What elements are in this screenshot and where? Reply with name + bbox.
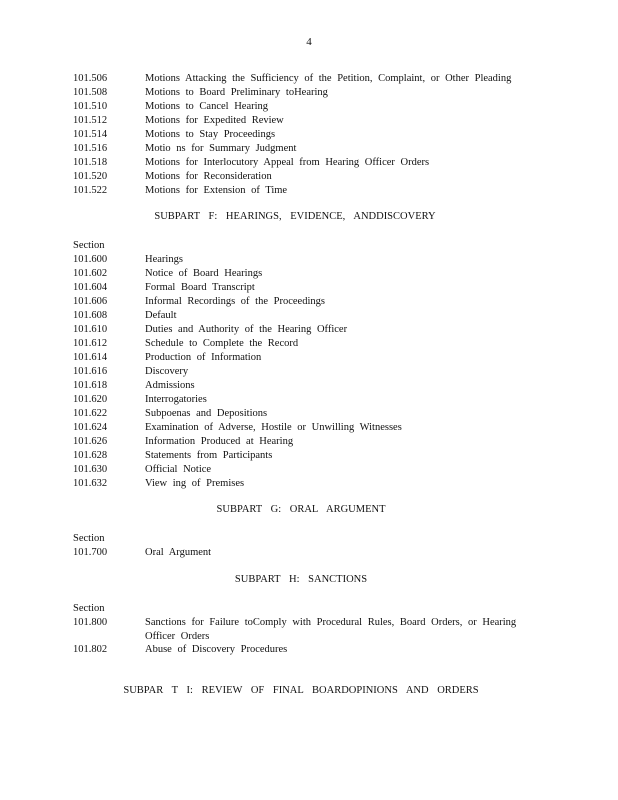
list-item bbox=[73, 351, 543, 365]
subpart-heading-f: SUBPART F: HEARINGS, EVIDENCE, ANDDISCOVERY bbox=[154, 211, 436, 222]
section-title: Admissions bbox=[145, 380, 195, 391]
list-item bbox=[73, 156, 543, 170]
list-item bbox=[73, 463, 543, 477]
list-item bbox=[73, 643, 543, 657]
section-title: Default bbox=[145, 310, 177, 321]
list-item bbox=[73, 128, 543, 142]
list-item bbox=[73, 365, 543, 379]
section-title: Production of Information bbox=[145, 352, 262, 363]
section-title: Motions for Reconsideration bbox=[145, 171, 272, 182]
list-item bbox=[73, 449, 543, 463]
section-number: 101.624 bbox=[73, 422, 108, 433]
list-item bbox=[73, 323, 543, 337]
section-number: 101.602 bbox=[73, 268, 108, 279]
section-number: 101.626 bbox=[73, 436, 108, 447]
list-item bbox=[73, 281, 543, 295]
list-item bbox=[73, 114, 543, 128]
section-number: 101.604 bbox=[73, 282, 108, 293]
section-title: Duties and Authority of the Hearing Officer bbox=[145, 324, 348, 335]
section-title: Information Produced at Hearing bbox=[145, 436, 294, 447]
section-title: Motions to Stay Proceedings bbox=[145, 129, 276, 140]
list-item bbox=[73, 477, 543, 491]
list-item bbox=[73, 267, 543, 281]
section-title: Motions Attacking the Sufficiency of the Petition, Complaint, or Other Pleading bbox=[145, 73, 512, 84]
subpart-heading-i: SUBPAR T I: REVIEW OF FINAL BOARDOPINIONS AND ORDERS bbox=[123, 685, 479, 696]
section-number: 101.510 bbox=[73, 101, 108, 112]
section-number: 101.612 bbox=[73, 338, 108, 349]
section-title: Sanctions for Failure toComply with Procedural Rules, Board Orders, or Hearing Officer Orders bbox=[145, 617, 517, 642]
section-title: Statements from Participants bbox=[145, 450, 273, 461]
section-number: 101.620 bbox=[73, 394, 108, 405]
section-title: Schedule to Complete the Record bbox=[145, 338, 299, 349]
section-number: 101.610 bbox=[73, 324, 108, 335]
list-item bbox=[73, 337, 543, 351]
section-number: 101.508 bbox=[73, 87, 108, 98]
section-label: Section bbox=[73, 240, 105, 251]
section-title: Motions for Extension of Time bbox=[145, 185, 288, 196]
section-title: Abuse of Discovery Procedures bbox=[145, 644, 288, 655]
section-title: Interrogatories bbox=[145, 394, 207, 405]
section-number: 101.520 bbox=[73, 171, 108, 182]
list-item bbox=[73, 100, 543, 114]
section-title: Motions for Expedited Review bbox=[145, 115, 284, 126]
section-number: 101.522 bbox=[73, 185, 108, 196]
section-label: Section bbox=[73, 533, 105, 544]
section-title: Official Notice bbox=[145, 464, 212, 475]
section-list-subpart-f bbox=[73, 239, 543, 491]
section-title: Informal Recordings of the Proceedings bbox=[145, 296, 325, 307]
section-list-subpart-g bbox=[73, 532, 543, 560]
list-item bbox=[73, 86, 543, 100]
section-title: Motio ns for Summary Judgment bbox=[145, 143, 297, 154]
section-label: Section bbox=[73, 603, 105, 614]
section-number: 101.512 bbox=[73, 115, 108, 126]
list-item bbox=[73, 72, 543, 86]
section-title: Examination of Adverse, Hostile or Unwilling Witnesses bbox=[145, 422, 402, 433]
section-title: View ing of Premises bbox=[145, 478, 245, 489]
list-item bbox=[73, 421, 543, 435]
section-number: 101.516 bbox=[73, 143, 108, 154]
list-item bbox=[73, 142, 543, 156]
section-number: 101.802 bbox=[73, 644, 108, 655]
section-title: Hearings bbox=[145, 254, 183, 265]
section-title: Discovery bbox=[145, 366, 189, 377]
list-item bbox=[73, 435, 543, 449]
list-item bbox=[73, 379, 543, 393]
section-list-subpart-h bbox=[73, 602, 543, 657]
subpart-heading-h: SUBPART H: SANCTIONS bbox=[234, 574, 368, 585]
section-number: 101.518 bbox=[73, 157, 108, 168]
section-number: 101.514 bbox=[73, 129, 108, 140]
section-title: Oral Argument bbox=[145, 547, 212, 558]
section-number: 101.700 bbox=[73, 547, 108, 558]
section-number: 101.614 bbox=[73, 352, 108, 363]
section-title: Subpoenas and Depositions bbox=[145, 408, 268, 419]
section-number: 101.622 bbox=[73, 408, 108, 419]
section-number: 101.506 bbox=[73, 73, 108, 84]
section-number: 101.630 bbox=[73, 464, 108, 475]
section-number: 101.618 bbox=[73, 380, 108, 391]
list-item bbox=[73, 309, 543, 323]
section-title: Formal Board Transcript bbox=[145, 282, 255, 293]
list-item bbox=[73, 546, 543, 560]
section-title: Motions for Interlocutory Appeal from Hearing Officer Orders bbox=[145, 157, 430, 168]
section-list-subpart-e bbox=[73, 72, 543, 198]
section-number: 101.600 bbox=[73, 254, 108, 265]
section-number: 101.616 bbox=[73, 366, 108, 377]
section-number: 101.628 bbox=[73, 450, 108, 461]
subpart-heading-g: SUBPART G: ORAL ARGUMENT bbox=[216, 504, 386, 515]
list-item bbox=[73, 170, 543, 184]
section-title: Motions to Board Preliminary toHearing bbox=[145, 87, 328, 98]
list-item bbox=[73, 616, 543, 643]
list-item bbox=[73, 253, 543, 267]
section-title: Motions to Cancel Hearing bbox=[145, 101, 269, 112]
section-number: 101.632 bbox=[73, 478, 108, 489]
section-number: 101.800 bbox=[73, 617, 108, 628]
section-title: Notice of Board Hearings bbox=[145, 268, 263, 279]
list-item bbox=[73, 407, 543, 421]
list-item bbox=[73, 393, 543, 407]
page-number: 4 bbox=[306, 36, 312, 48]
section-number: 101.608 bbox=[73, 310, 108, 321]
section-number: 101.606 bbox=[73, 296, 108, 307]
list-item bbox=[73, 184, 543, 198]
list-item bbox=[73, 295, 543, 309]
